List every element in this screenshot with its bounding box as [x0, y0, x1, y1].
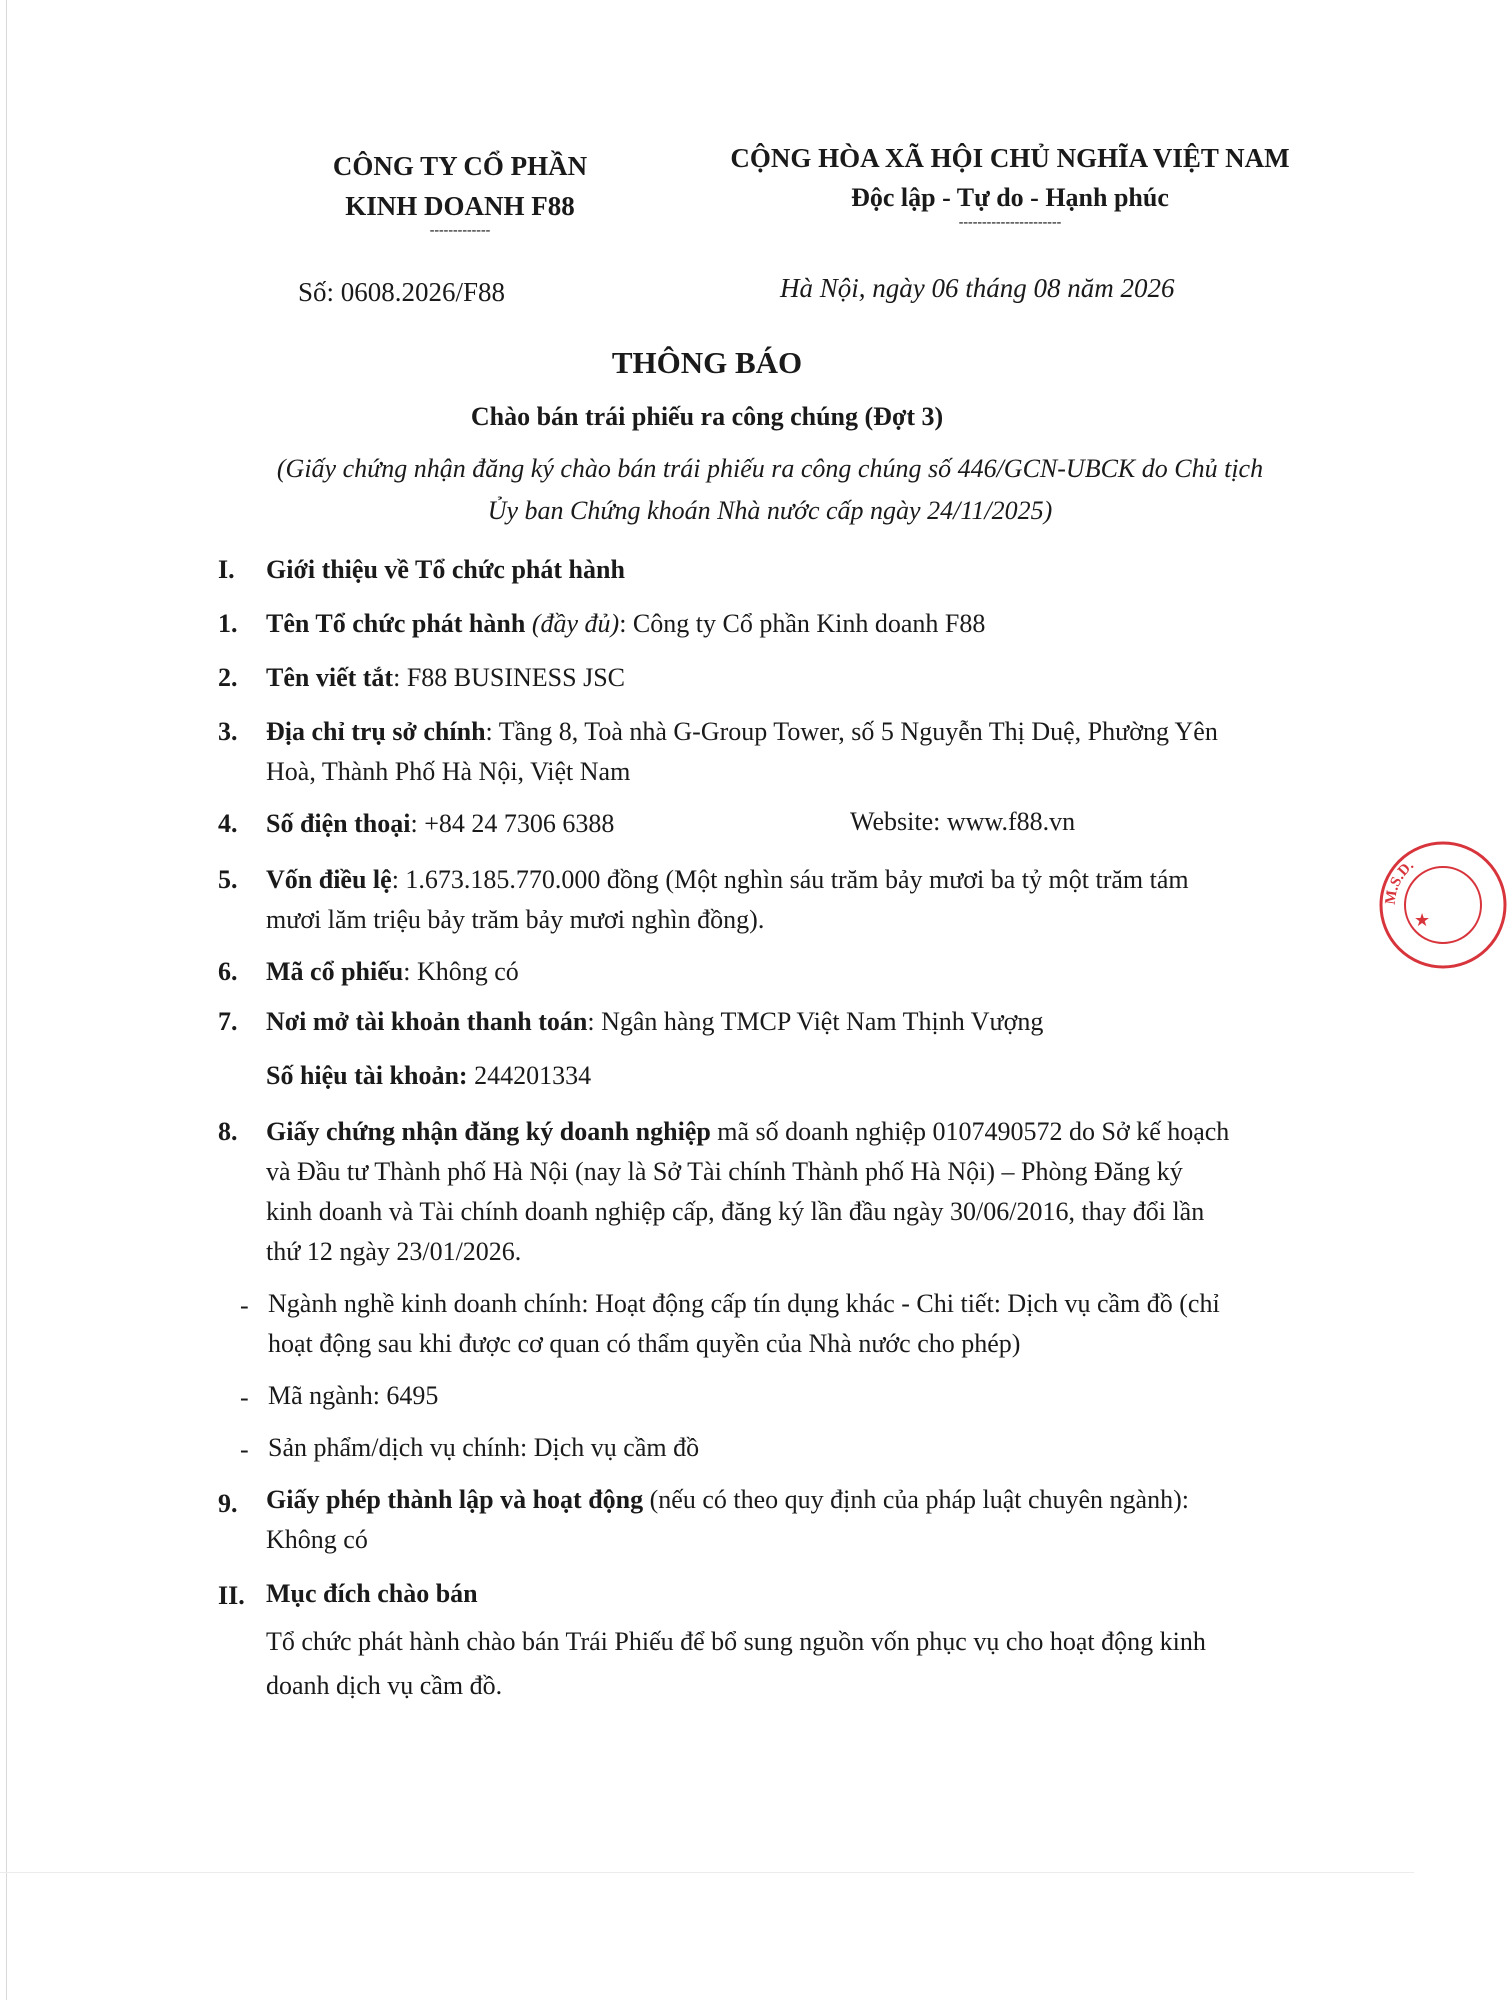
item-1-number: 1.	[218, 609, 238, 638]
item-4-number: 4.	[218, 809, 238, 838]
star-icon: ★	[1414, 910, 1431, 931]
item-5-label: Vốn điều lệ	[266, 865, 392, 894]
certificate-note	[205, 448, 1335, 532]
company-seal-stamp	[1378, 840, 1508, 970]
company-header	[225, 146, 695, 240]
item-8-value-line3: kinh doanh và Tài chính doanh nghiệp cấp, đăng ký lần đầu ngày 30/06/2016, thay đổi lần	[266, 1197, 1205, 1226]
company-website: Website: www.f88.vn	[850, 807, 1076, 836]
item-3-value-line2: Hoà, Thành Phố Hà Nội, Việt Nam	[266, 757, 631, 786]
national-header	[665, 138, 1355, 232]
item-3-label: Địa chỉ trụ sở chính	[266, 717, 486, 746]
stamp-inner-ring	[1405, 867, 1481, 943]
bullet-1-line1: Ngành nghề kinh doanh chính: Hoạt động cấp tín dụng khác - Chi tiết: Dịch vụ cầm đồ (chỉ	[268, 1289, 1220, 1318]
stamp-text	[1383, 857, 1417, 906]
page-edge-bottom	[0, 1872, 1414, 1873]
section-2-heading: Mục đích chào bán	[266, 1579, 478, 1608]
item-8-value-line4: thứ 12 ngày 23/01/2026.	[266, 1237, 522, 1266]
item-3-text	[266, 712, 1314, 752]
bullet-1-line2: hoạt động sau khi được cơ quan có thẩm quyền của Nhà nước cho phép)	[268, 1329, 1021, 1358]
item-7-number: 7.	[218, 1007, 238, 1036]
section-2-line2: doanh dịch vụ cầm đồ.	[266, 1671, 503, 1700]
page-edge-left	[6, 0, 7, 2000]
item-4-value: : +84 24 7306 6388	[410, 809, 615, 838]
bullet-2-line1: Mã ngành: 6495	[268, 1381, 439, 1410]
item-1-value: : Công ty Cổ phần Kinh doanh F88	[619, 609, 986, 638]
item-5-text	[266, 860, 1314, 900]
item-8-value-line2: và Đầu tư Thành phố Hà Nội (nay là Sở Tài chính Thành phố Hà Nội) – Phòng Đăng ký	[266, 1157, 1183, 1186]
company-rule: -------------	[429, 223, 491, 238]
national-motto: Độc lập - Tự do - Hạnh phúc	[851, 183, 1169, 212]
item-2-value: : F88 BUSINESS JSC	[393, 663, 626, 692]
item-1-label: Tên Tổ chức phát hành	[266, 609, 526, 638]
section-2-number: II.	[218, 1581, 245, 1610]
bullet-1-mark: -	[240, 1291, 249, 1320]
item-9-number: 9.	[218, 1489, 238, 1518]
item-9-label: Giấy phép thành lập và hoạt động	[266, 1485, 644, 1514]
item-2-label: Tên viết tắt	[266, 663, 394, 692]
item-7-account	[266, 1056, 1314, 1096]
item-3-value: : Tầng 8, Toà nhà G-Group Tower, số 5 Nguyễn Thị Duệ, Phường Yên	[485, 717, 1218, 746]
item-8-text	[266, 1112, 1314, 1152]
motto-rule: ----------------------	[958, 215, 1062, 230]
place-and-date: Hà Nội, ngày 06 tháng 08 năm 2026	[780, 273, 1175, 303]
item-7-label: Nơi mở tài khoản thanh toán	[266, 1007, 588, 1036]
item-6-value: : Không có	[403, 957, 519, 986]
item-1-text	[266, 604, 1314, 644]
document-title: THÔNG BÁO	[611, 345, 803, 380]
section-1-heading: Giới thiệu về Tổ chức phát hành	[266, 555, 625, 584]
item-6-label: Mã cổ phiếu	[266, 957, 404, 986]
item-6-text	[266, 952, 1314, 992]
item-8-value: mã số doanh nghiệp 0107490572 do Sở kế hoạch	[710, 1117, 1230, 1146]
item-8-number: 8.	[218, 1117, 238, 1146]
item-1-label-note: (đầy đủ)	[531, 609, 620, 638]
item-5-value: : 1.673.185.770.000 đồng (Một nghìn sáu trăm bảy mươi ba tỷ một trăm tám	[391, 865, 1189, 894]
country-name: CỘNG HÒA XÃ HỘI CHỦ NGHĨA VIỆT NAM	[730, 143, 1290, 173]
bullet-3-line1: Sản phẩm/dịch vụ chính: Dịch vụ cầm đồ	[268, 1433, 700, 1462]
document-number: Số: 0608.2026/F88	[298, 277, 506, 307]
item-3-number: 3.	[218, 717, 238, 746]
item-7-account-label: Số hiệu tài khoản:	[266, 1061, 468, 1090]
item-2-text	[266, 658, 1314, 698]
item-8-label: Giấy chứng nhận đăng ký doanh nghiệp	[266, 1117, 711, 1146]
company-name-line2: KINH DOANH F88	[345, 191, 575, 221]
item-9-text	[266, 1480, 1314, 1520]
section-2-line1: Tổ chức phát hành chào bán Trái Phiếu để bổ sung nguồn vốn phục vụ cho hoạt động kinh	[266, 1627, 1206, 1656]
section-1-number: I.	[218, 555, 235, 584]
item-5-number: 5.	[218, 865, 238, 894]
item-4-text	[266, 804, 1314, 844]
certificate-note-line2: Ủy ban Chứng khoán Nhà nước cấp ngày 24/11/2025)	[487, 496, 1053, 525]
item-7-text	[266, 1002, 1314, 1042]
item-7-account-number: 244201334	[467, 1061, 592, 1090]
item-9-value: (nếu có theo quy định của pháp luật chuyên ngành):	[643, 1485, 1189, 1514]
item-7-value: : Ngân hàng TMCP Việt Nam Thịnh Vượng	[587, 1007, 1044, 1036]
company-name-line1: CÔNG TY CỔ PHẦN	[332, 151, 588, 181]
bullet-2-mark: -	[240, 1383, 249, 1412]
item-9-value-line2: Không có	[266, 1525, 368, 1554]
bullet-3-mark: -	[240, 1435, 249, 1464]
item-5-value-line2: mươi lăm triệu bảy trăm bảy mươi nghìn đồng).	[266, 905, 765, 934]
stamp-outer-ring	[1381, 843, 1505, 967]
item-6-number: 6.	[218, 957, 238, 986]
item-2-number: 2.	[218, 663, 238, 692]
certificate-note-line1: (Giấy chứng nhận đăng ký chào bán trái phiếu ra công chúng số 446/GCN-UBCK do Chủ tịch	[276, 454, 1264, 483]
stamp-text-path: M.S.D.	[1382, 857, 1417, 906]
document-subtitle: Chào bán trái phiếu ra công chúng (Đợt 3)	[470, 402, 944, 431]
item-4-label: Số điện thoại	[266, 809, 411, 838]
